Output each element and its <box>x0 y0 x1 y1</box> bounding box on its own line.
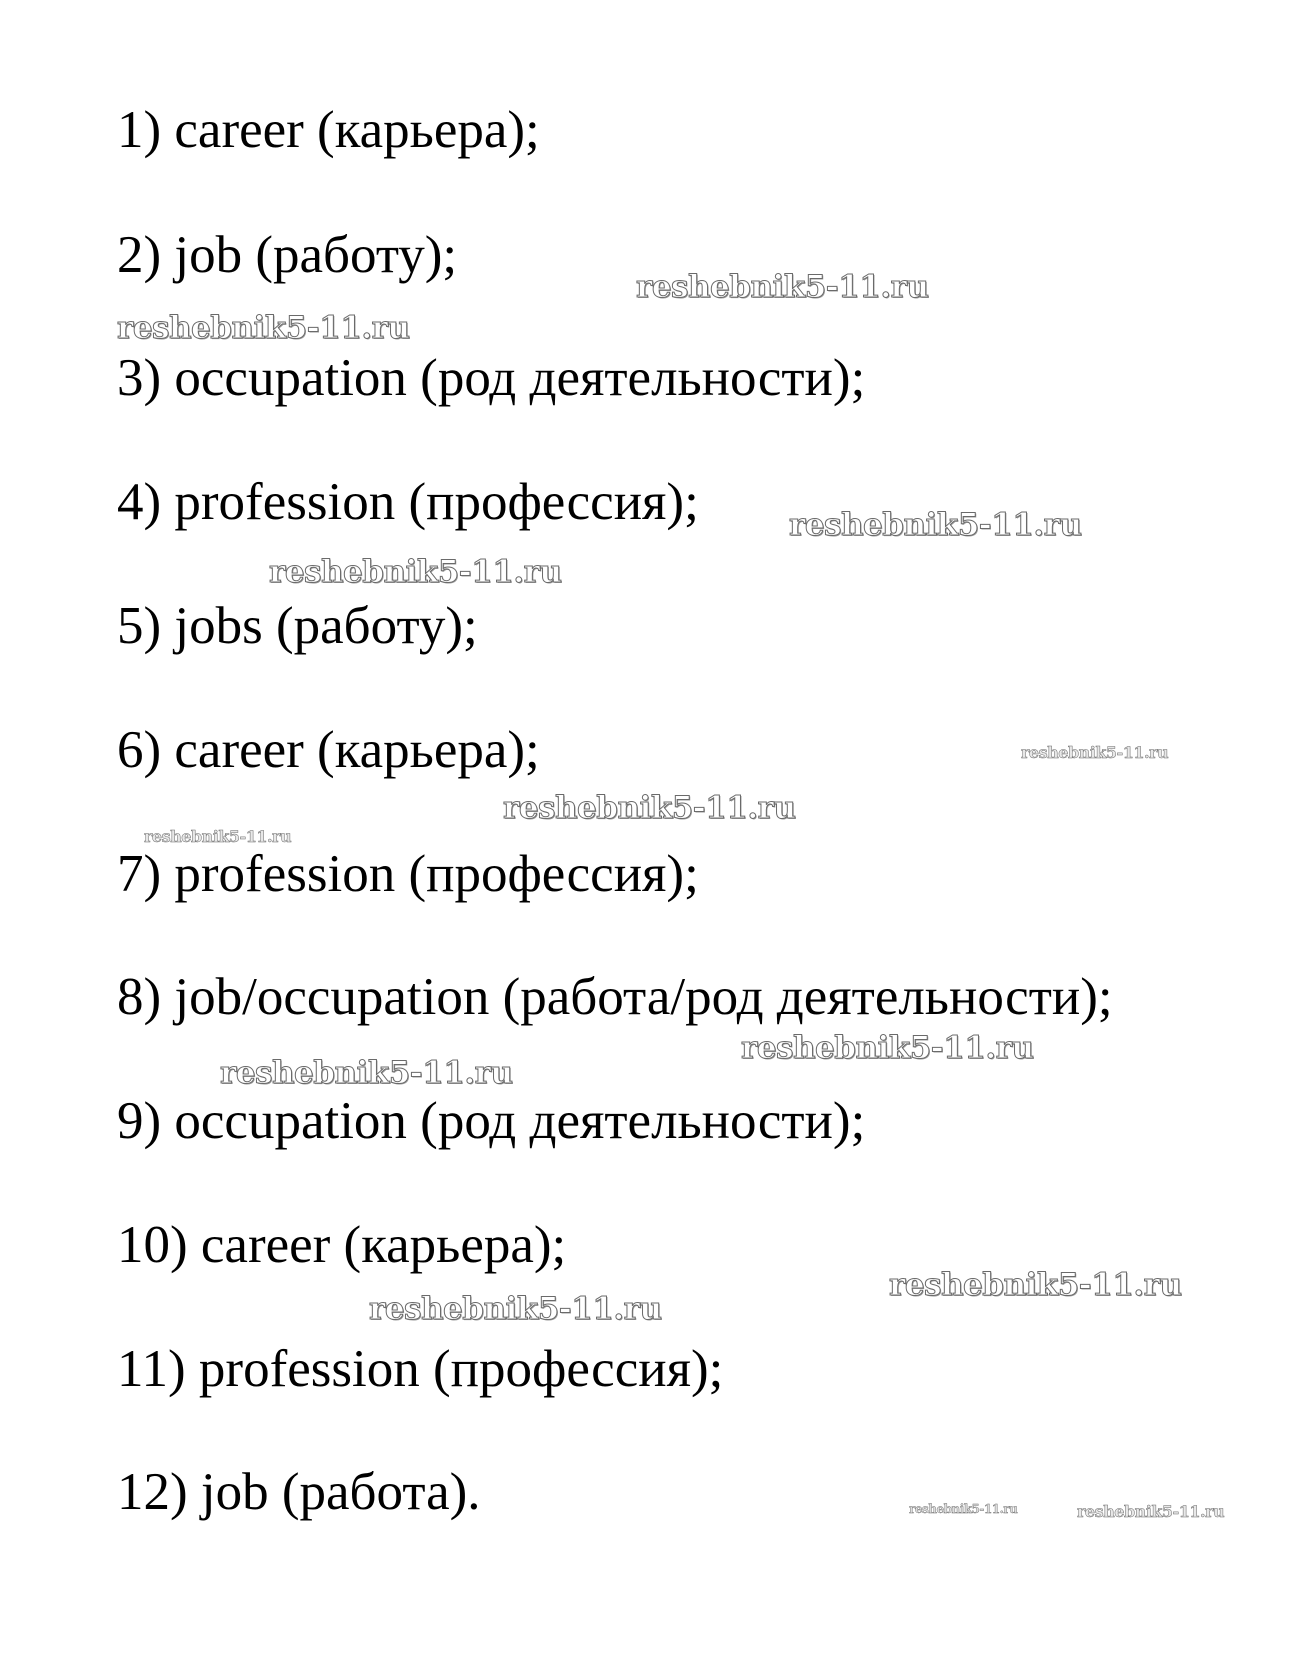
watermark: reshebnik5-11.ru <box>269 554 562 590</box>
watermark: reshebnik5-11.ru <box>117 310 410 346</box>
answer-line-10: 10) career (карьера); <box>117 1216 567 1274</box>
watermark: reshebnik5-11.ru <box>636 269 929 305</box>
watermark: reshebnik5-11.ru <box>503 790 796 826</box>
watermark: reshebnik5-11.ru <box>1077 1502 1225 1521</box>
answer-line-8: 8) job/occupation (работа/род деятельности); <box>117 968 1113 1026</box>
watermark: reshebnik5-11.ru <box>144 827 292 846</box>
answer-line-9: 9) occupation (род деятельности); <box>117 1092 866 1150</box>
answer-line-12: 12) job (работа). <box>117 1463 481 1521</box>
answer-line-4: 4) profession (профессия); <box>117 473 699 531</box>
watermark: reshebnik5-11.ru <box>889 1267 1182 1303</box>
watermark: reshebnik5-11.ru <box>220 1055 513 1091</box>
watermark: reshebnik5-11.ru <box>909 1502 1018 1516</box>
watermark: reshebnik5-11.ru <box>1021 743 1169 762</box>
answer-line-2: 2) job (работу); <box>117 226 458 284</box>
answer-line-5: 5) jobs (работу); <box>117 597 478 655</box>
answer-line-6: 6) career (карьера); <box>117 721 540 779</box>
watermark: reshebnik5-11.ru <box>741 1030 1034 1066</box>
answer-line-11: 11) profession (профессия); <box>117 1340 724 1398</box>
watermark: reshebnik5-11.ru <box>369 1291 662 1327</box>
answer-line-1: 1) career (карьера); <box>117 101 540 159</box>
answer-line-3: 3) occupation (род деятельности); <box>117 349 866 407</box>
watermark: reshebnik5-11.ru <box>789 507 1082 543</box>
answer-line-7: 7) profession (профессия); <box>117 845 699 903</box>
